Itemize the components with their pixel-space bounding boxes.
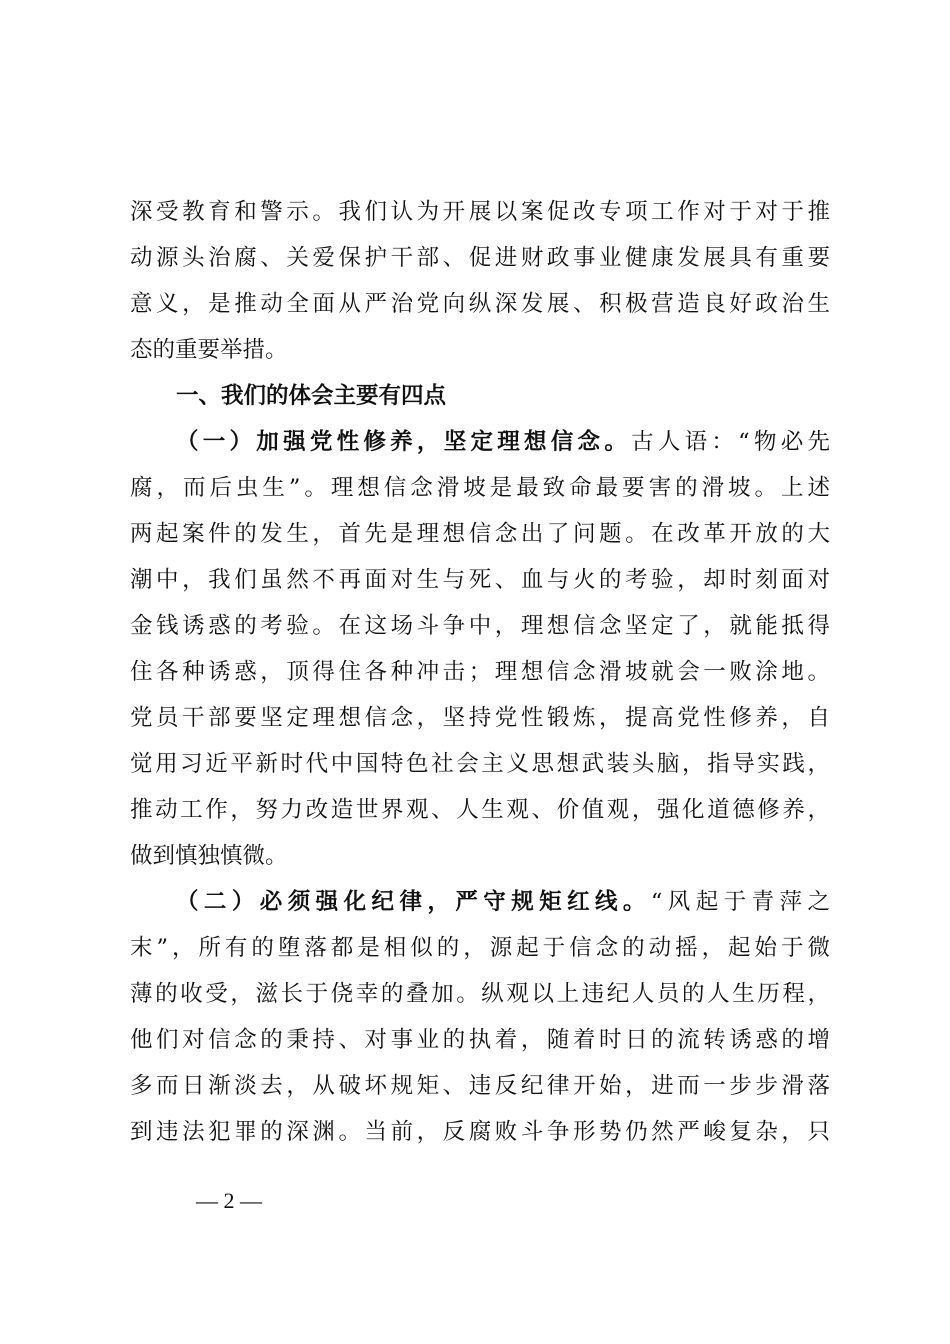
body-text-line: 意义，是推动全面从严治党向纵深发展、积极营造良好政治生 <box>130 291 830 317</box>
point-heading-line <box>176 427 830 457</box>
body-text-line: 末”，所有的堕落都是相似的，源起于信念的动摇，起始于微 <box>130 935 830 961</box>
body-text-line: 金钱诱惑的考验。在这场斗争中，理想信念坚定了，就能抵得 <box>130 613 830 639</box>
point-lead-text: （一）加强党性修养，坚定理想信念。 <box>176 429 632 455</box>
body-text-line: 态的重要举措。 <box>130 337 288 363</box>
body-text-line: 推动工作，努力改造世界观、人生观、价值观，强化道德修养， <box>130 797 830 823</box>
page-number: — 2 — <box>196 1188 262 1213</box>
body-text-line: 多而日渐淡去，从破坏规矩、违反纪律开始，进而一步步滑落 <box>130 1073 830 1099</box>
body-text-line: 薄的收受，滋长于侥幸的叠加。纵观以上违纪人员的人生历程， <box>130 981 830 1007</box>
body-text-line: 潮中，我们虽然不再面对生与死、血与火的考验，却时刻面对 <box>130 567 830 593</box>
body-text-line: 腐，而后虫生”。理想信念滑坡是最致命最要害的滑坡。上述 <box>130 475 830 501</box>
body-text-line: 动源头治腐、关爱保护干部、促进财政事业健康发展具有重要 <box>130 245 830 271</box>
body-text-line: 做到慎独慎微。 <box>130 843 288 869</box>
body-text-line: 住各种诱惑，顶得住各种冲击；理想信念滑坡就会一败涂地。 <box>130 659 830 685</box>
body-text-line: 两起案件的发生，首先是理想信念出了问题。在改革开放的大 <box>130 521 830 547</box>
section-heading: 一、我们的体会主要有四点 <box>176 383 447 409</box>
body-text-line: 党员干部要坚定理想信念，坚持党性锻炼，提高党性修养，自 <box>130 705 830 731</box>
body-text: 古人语：“物必先 <box>631 429 830 455</box>
point-lead-text: （二）必须强化纪律，严守规矩红线。 <box>176 889 651 915</box>
body-text: “风起于青萍之 <box>650 889 830 915</box>
body-text-line: 他们对信念的秉持、对事业的执着，随着时日的流转诱惑的增 <box>130 1027 830 1053</box>
body-text-line: 觉用习近平新时代中国特色社会主义思想武装头脑，指导实践， <box>130 751 830 777</box>
point-heading-line <box>176 887 830 917</box>
body-text-line: 深受教育和警示。我们认为开展以案促改专项工作对于对于推 <box>130 199 830 225</box>
body-text-line: 到违法犯罪的深渊。当前，反腐败斗争形势仍然严峻复杂，只 <box>130 1119 830 1145</box>
